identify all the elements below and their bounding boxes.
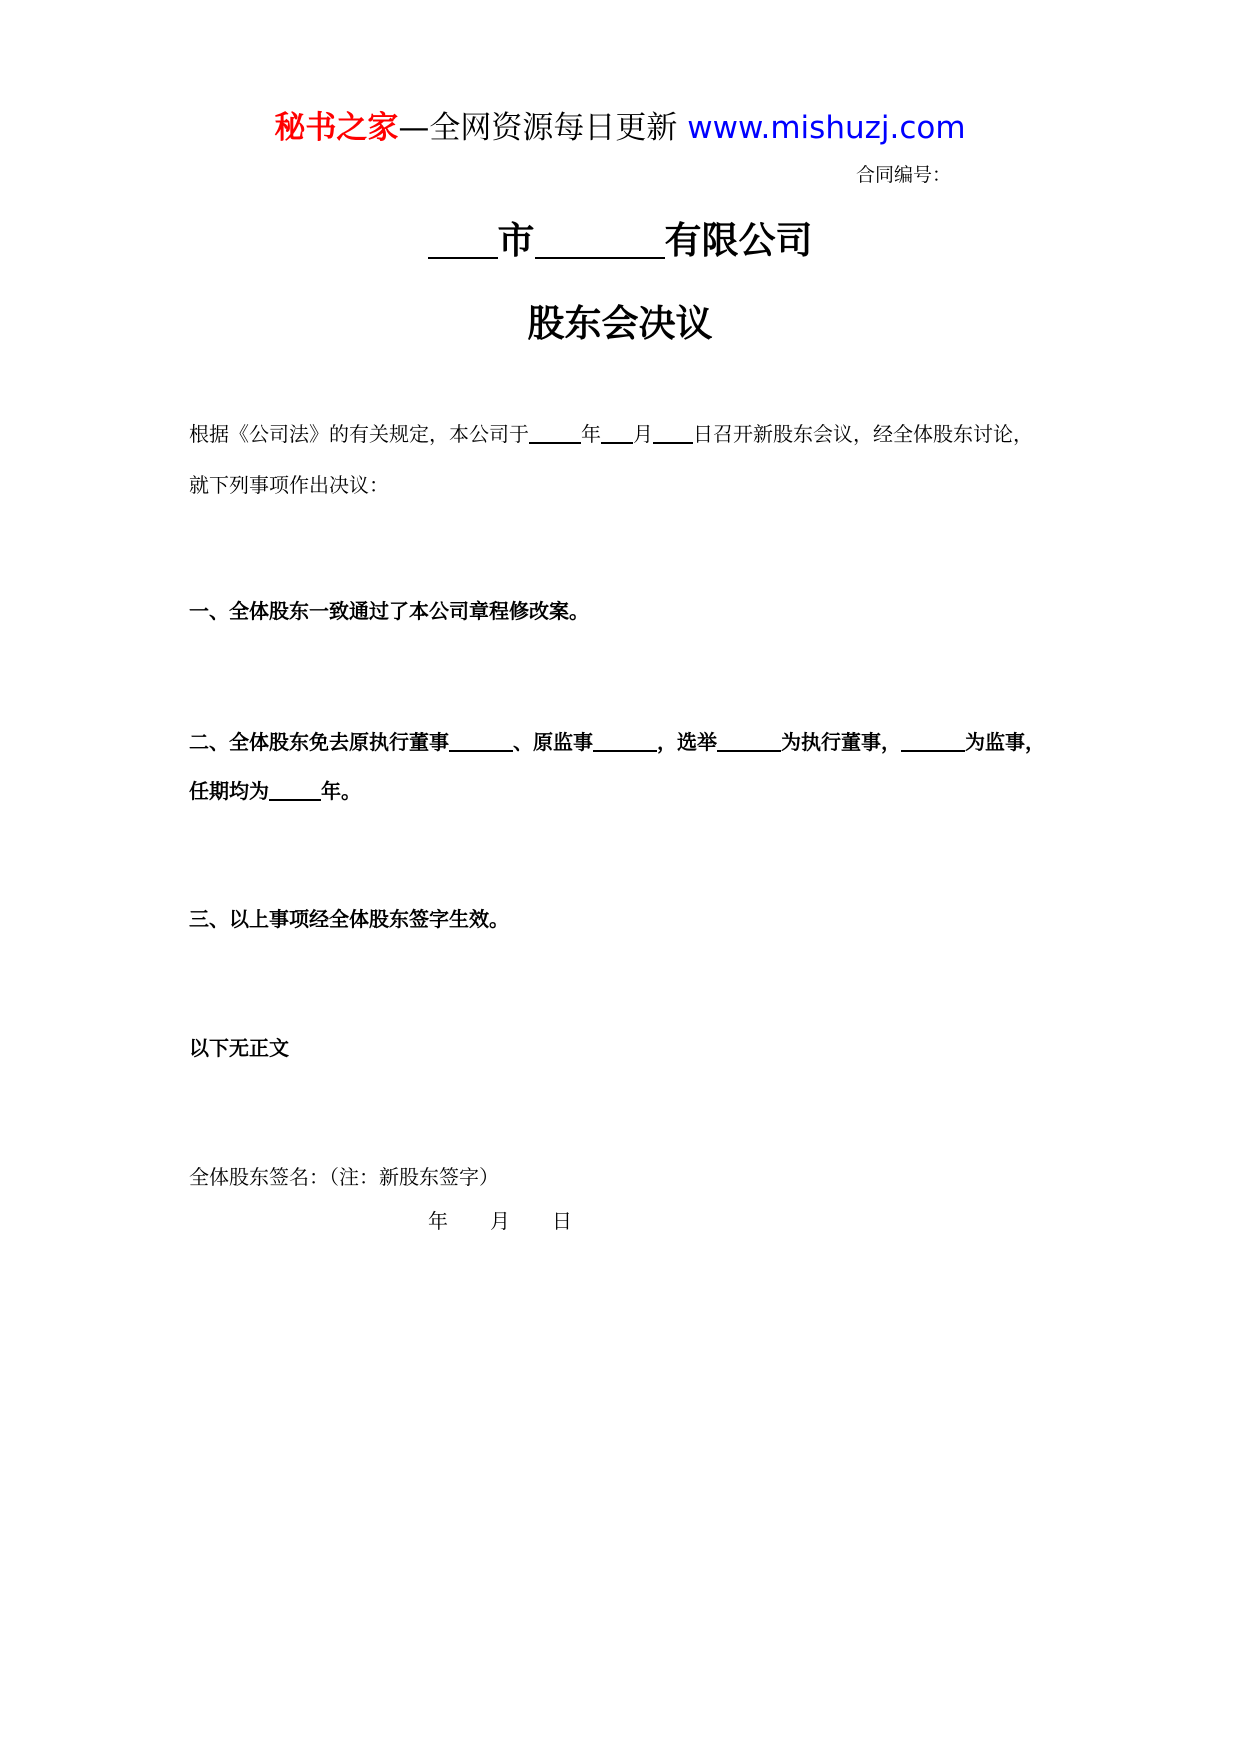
new-director-blank[interactable] bbox=[717, 730, 781, 752]
sig-year: 年 bbox=[428, 1209, 448, 1233]
resolution-item-2-line-1 bbox=[189, 730, 1045, 752]
page-title: 股东会决议 bbox=[527, 301, 713, 345]
no-more-text: 以下无正文 bbox=[189, 1036, 289, 1060]
resolution-item-2-line-2 bbox=[189, 779, 361, 801]
intro-text: 根据《公司法》的有关规定，本公司于 bbox=[189, 422, 529, 446]
sig-month: 月 bbox=[490, 1209, 510, 1233]
city-blank[interactable] bbox=[428, 220, 498, 259]
company-name-blank[interactable] bbox=[535, 220, 665, 259]
item2-text-f: 任期均为 bbox=[189, 779, 269, 803]
item2-text-e: 为监事， bbox=[965, 730, 1045, 754]
site-url[interactable]: www.mishuzj.com bbox=[687, 110, 966, 146]
former-supervisor-blank[interactable] bbox=[593, 730, 657, 752]
sig-day: 日 bbox=[552, 1209, 572, 1233]
signature-date bbox=[428, 1211, 572, 1231]
new-supervisor-blank[interactable] bbox=[901, 730, 965, 752]
item2-text-a: 二、全体股东免去原执行董事 bbox=[189, 730, 449, 754]
item2-text-b: 、原监事 bbox=[513, 730, 593, 754]
term-years-blank[interactable] bbox=[269, 779, 321, 801]
brand-name: 秘书之家 bbox=[274, 110, 399, 146]
former-director-blank[interactable] bbox=[449, 730, 513, 752]
header-banner bbox=[0, 102, 1240, 147]
item2-text-d: 为执行董事， bbox=[781, 730, 901, 754]
tagline: —全网资源每日更新 bbox=[398, 110, 678, 146]
contract-number-label: 合同编号： bbox=[856, 164, 952, 186]
city-suffix: 市 bbox=[497, 218, 535, 262]
intro-line-2: 就下列事项作出决议： bbox=[189, 473, 389, 497]
resolution-item-1: 一、全体股东一致通过了本公司章程修改案。 bbox=[189, 599, 589, 623]
intro-month: 月 bbox=[633, 422, 653, 446]
date-year-blank[interactable] bbox=[529, 422, 581, 444]
resolution-item-3: 三、以上事项经全体股东签字生效。 bbox=[189, 907, 509, 931]
item2-text-c: ，选举 bbox=[657, 730, 717, 754]
intro-line-1 bbox=[189, 422, 1033, 444]
date-day-blank[interactable] bbox=[653, 422, 693, 444]
item2-text-g: 年。 bbox=[321, 779, 361, 803]
company-title bbox=[0, 210, 1240, 264]
intro-text-2: 日召开新股东会议，经全体股东讨论， bbox=[693, 422, 1033, 446]
date-month-blank[interactable] bbox=[601, 422, 633, 444]
company-suffix: 有限公司 bbox=[664, 218, 813, 262]
signature-label: 全体股东签名：（注：新股东签字） bbox=[189, 1165, 499, 1189]
intro-year: 年 bbox=[581, 422, 601, 446]
